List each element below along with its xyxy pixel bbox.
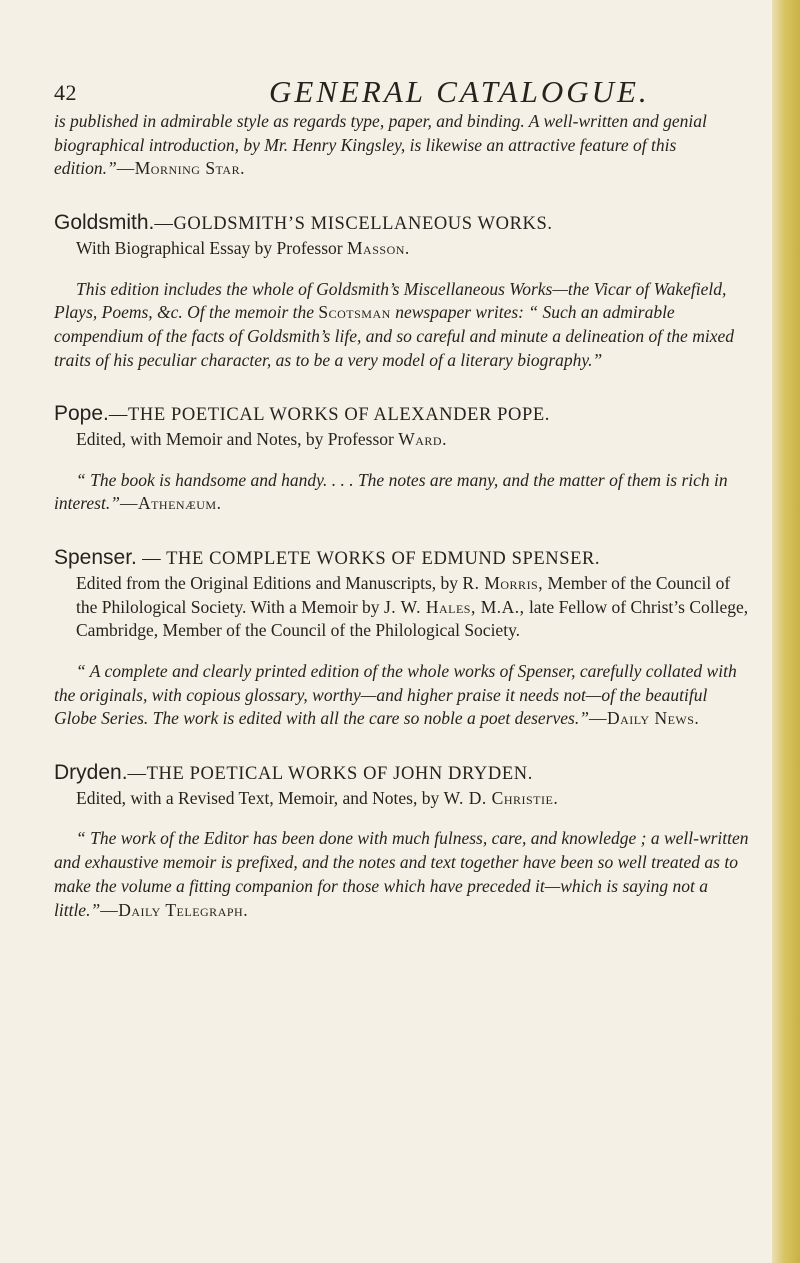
entry-heading [54, 402, 754, 428]
catalogue-page [54, 0, 754, 922]
entry-title: — THE COMPLETE WORKS OF EDMUND SPENSER. [136, 549, 601, 570]
entry-keyword: Pope. [54, 402, 109, 426]
review-source: —Daily Telegraph. [100, 899, 249, 920]
entry-title: —GOLDSMITH’S MISCELLANEOUS WORKS. [154, 214, 553, 235]
entry-spenser [54, 546, 754, 731]
entry-title: —THE POETICAL WORKS OF ALEXANDER POPE. [108, 405, 551, 426]
entry-review: “ The book is handsome and handy. . . . The notes are many, and the matter of them is rich in interest.”—Athenæum. [54, 469, 728, 514]
entry-details: Edited from the Original Editions and Manuscripts, by R. Morris, Member of the Council of the Philological Society. With a Memoir by J. W. Hales, M.A., late Fellow of Christ’s College, Cambridge, Member of the Council of the Philological Society. [76, 572, 749, 641]
page-number: 42 [54, 80, 77, 105]
continued-review [54, 110, 754, 181]
running-head [54, 0, 754, 110]
review-source: —Morning Star. [116, 158, 245, 179]
editor-name: J. W. Hales, M.A., [383, 596, 525, 617]
page-edge-stain [772, 0, 800, 1263]
entry-dryden [54, 761, 754, 922]
entry-review: “ A complete and clearly printed edition of the whole works of Spenser, carefully collated with the originals, with copious glossary, worthy—and higher praise it needs not—of the beautiful Globe Series. The work is edited with all the care so noble a poet deserves.”—Daily News. [54, 660, 737, 729]
editor-name: Ward. [398, 429, 447, 450]
entry-heading [54, 211, 754, 237]
entry-details: Edited, with a Revised Text, Memoir, and Notes, by W. D. Christie. [76, 787, 559, 808]
entry-keyword: Dryden. [54, 761, 128, 785]
entry-review: “ The work of the Editor has been done with much fulness, care, and knowledge ; a well-written and exhaustive memoir is prefixed, and the notes and text together have been so well treated as to make the volume a fitting companion for those which have preceded it—which is saying not a little.”—Daily Telegraph. [54, 828, 749, 920]
entry-heading [54, 546, 754, 572]
editor-name: W. D. Christie. [443, 787, 559, 808]
entry-title: —THE POETICAL WORKS OF JOHN DRYDEN. [127, 764, 533, 785]
entry-heading [54, 761, 754, 787]
entry-details: With Biographical Essay by Professor Masson. [76, 237, 410, 258]
running-title: GENERAL CATALOGUE. [269, 74, 650, 109]
entry-keyword: Goldsmith. [54, 211, 155, 235]
review-text: is published in admirable style as regards type, paper, and binding. A well-written and genial biographical introduction, by Mr. Henry Kingsley, is likewise an attractive feature of this edition.” [54, 111, 707, 179]
review-source: Scotsman [318, 302, 391, 323]
review-source: —Athenæum. [119, 493, 222, 514]
entry-goldsmith [54, 211, 754, 372]
entry-review: This edition includes the whole of Goldsmith’s Miscellaneous Works—the Vicar of Wakefield, Plays, Poems, &c. Of the memoir the Scotsman newspaper writes: “ Such an admirable compendium of the facts of Goldsmith’s life, and so careful and minute a delineation of the mixed traits of his peculiar character, as to be a very model of a literary biography.” [54, 278, 734, 370]
editor-name: R. Morris, [462, 572, 544, 593]
entry-details: Edited, with Memoir and Notes, by Professor Ward. [76, 429, 447, 450]
entry-pope [54, 402, 754, 516]
editor-name: Masson. [347, 237, 410, 258]
entry-keyword: Spenser. [54, 546, 137, 570]
review-source: —Daily News. [588, 708, 700, 729]
